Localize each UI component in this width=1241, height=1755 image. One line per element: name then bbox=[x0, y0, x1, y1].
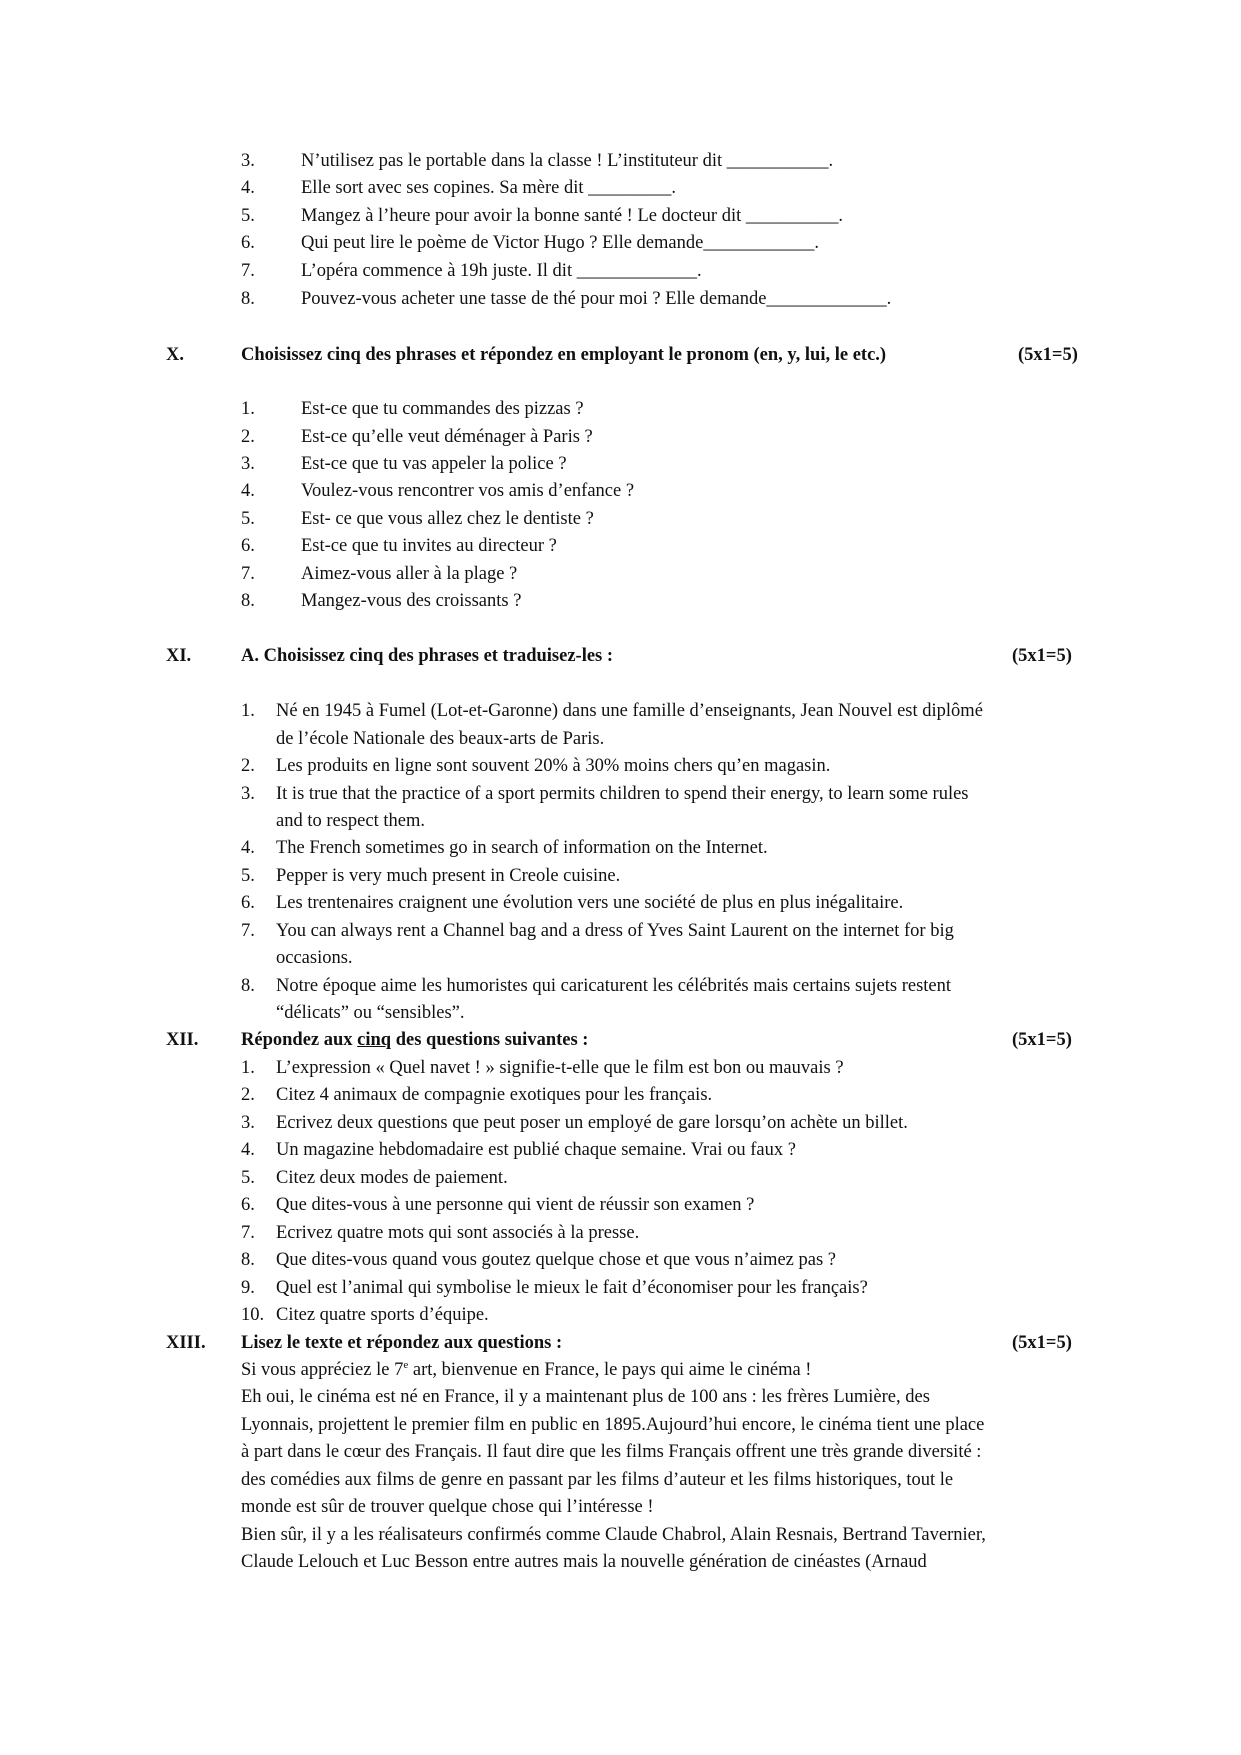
item-number: 4. bbox=[241, 838, 255, 858]
title-underlined-word: cinq bbox=[357, 1030, 392, 1050]
item-number: 4. bbox=[241, 178, 255, 198]
item-number: 10. bbox=[241, 1305, 265, 1325]
list-item: L’expression « Quel navet ! » signifie-t-elle que le film est bon ou mauvais ? bbox=[276, 1058, 844, 1078]
item-number: 4. bbox=[241, 1140, 255, 1160]
list-item: Ecrivez deux questions que peut poser un employé de gare lorsqu’on achète un billet. bbox=[276, 1113, 908, 1133]
list-item: Voulez-vous rencontrer vos amis d’enfance ? bbox=[301, 481, 635, 501]
item-number: 7. bbox=[241, 564, 255, 584]
section-title bbox=[241, 1029, 588, 1051]
title-part: Répondez aux bbox=[241, 1030, 358, 1050]
list-item: Né en 1945 à Fumel (Lot-et-Garonne) dans une famille d’enseignants, Jean Nouvel est diplômé bbox=[276, 701, 983, 721]
item-number: 3. bbox=[241, 1113, 255, 1133]
item-number: 1. bbox=[241, 701, 255, 721]
list-item: Est-ce que tu vas appeler la police ? bbox=[301, 454, 567, 474]
list-item: Est- ce que vous allez chez le dentiste ? bbox=[301, 509, 594, 529]
item-number: 6. bbox=[241, 1195, 255, 1215]
list-item: Est-ce qu’elle veut déménager à Paris ? bbox=[301, 427, 593, 447]
section-number: XIII. bbox=[166, 1333, 206, 1353]
list-item: Elle sort avec ses copines. Sa mère dit _________. bbox=[301, 178, 677, 198]
section-title: Lisez le texte et répondez aux questions : bbox=[241, 1333, 563, 1353]
section-marks: (5x1=5) bbox=[1012, 1333, 1072, 1353]
section-title: Choisissez cinq des phrases et répondez en employant le pronom (en, y, lui, le etc.) bbox=[241, 345, 887, 365]
list-item: Mangez à l’heure pour avoir la bonne santé ! Le docteur dit __________. bbox=[301, 206, 843, 226]
list-item: Un magazine hebdomadaire est publié chaque semaine. Vrai ou faux ? bbox=[276, 1140, 796, 1160]
reading-text-line: des comédies aux films de genre en passant par les films d’auteur et les films historiques, tout le bbox=[241, 1470, 954, 1490]
item-number: 7. bbox=[241, 261, 255, 281]
list-item: Que dites-vous à une personne qui vient de réussir son examen ? bbox=[276, 1195, 755, 1215]
item-number: 5. bbox=[241, 206, 255, 226]
item-number: 7. bbox=[241, 1223, 255, 1243]
item-number: 1. bbox=[241, 1058, 255, 1078]
section-number: X. bbox=[166, 345, 184, 365]
item-number: 9. bbox=[241, 1278, 255, 1298]
list-item: N’utilisez pas le portable dans la classe ! L’instituteur dit ___________. bbox=[301, 151, 834, 171]
text-part: art, bienvenue en France, le pays qui aime le cinéma ! bbox=[408, 1360, 812, 1380]
item-number: 3. bbox=[241, 454, 255, 474]
list-item: Les trentenaires craignent une évolution vers une société de plus en plus inégalitaire. bbox=[276, 893, 904, 913]
reading-text-line: à part dans le cœur des Français. Il faut dire que les films Français offrent une très grande diversité : bbox=[241, 1442, 982, 1462]
section-title: A. Choisissez cinq des phrases et traduisez-les : bbox=[241, 646, 614, 666]
section-number: XI. bbox=[166, 646, 192, 666]
item-number: 5. bbox=[241, 509, 255, 529]
list-item-continuation: and to respect them. bbox=[276, 811, 425, 831]
text-part: Si vous appréciez le 7 bbox=[241, 1360, 404, 1380]
reading-text-line: Claude Lelouch et Luc Besson entre autres mais la nouvelle génération de cinéastes (Arnaud bbox=[241, 1552, 927, 1572]
list-item: Citez 4 animaux de compagnie exotiques pour les français. bbox=[276, 1085, 713, 1105]
list-item: Mangez-vous des croissants ? bbox=[301, 591, 522, 611]
list-item: It is true that the practice of a sport permits children to spend their energy, to learn some rules bbox=[276, 784, 969, 804]
list-item: Qui peut lire le poème de Victor Hugo ? Elle demande____________. bbox=[301, 233, 819, 253]
list-item: Citez deux modes de paiement. bbox=[276, 1168, 508, 1188]
item-number: 8. bbox=[241, 591, 255, 611]
item-number: 1. bbox=[241, 399, 255, 419]
item-number: 2. bbox=[241, 1085, 255, 1105]
item-number: 6. bbox=[241, 233, 255, 253]
reading-text-line: Eh oui, le cinéma est né en France, il y a maintenant plus de 100 ans : les frères Lumière, des bbox=[241, 1387, 930, 1407]
item-number: 4. bbox=[241, 481, 255, 501]
list-item: You can always rent a Channel bag and a dress of Yves Saint Laurent on the internet for big bbox=[276, 921, 954, 941]
item-number: 3. bbox=[241, 784, 255, 804]
item-number: 2. bbox=[241, 756, 255, 776]
section-marks: (5x1=5) bbox=[1012, 646, 1072, 666]
item-number: 8. bbox=[241, 976, 255, 996]
list-item: Est-ce que tu commandes des pizzas ? bbox=[301, 399, 584, 419]
list-item: The French sometimes go in search of information on the Internet. bbox=[276, 838, 768, 858]
section-marks: (5x1=5) bbox=[1018, 345, 1078, 365]
list-item-continuation: “délicats” ou “sensibles”. bbox=[276, 1003, 465, 1023]
list-item: Est-ce que tu invites au directeur ? bbox=[301, 536, 557, 556]
section-number: XII. bbox=[166, 1030, 199, 1050]
list-item: Ecrivez quatre mots qui sont associés à la presse. bbox=[276, 1223, 640, 1243]
list-item: Que dites-vous quand vous goutez quelque chose et que vous n’aimez pas ? bbox=[276, 1250, 836, 1270]
list-item: Pepper is very much present in Creole cuisine. bbox=[276, 866, 621, 886]
item-number: 8. bbox=[241, 1250, 255, 1270]
list-item: Quel est l’animal qui symbolise le mieux le fait d’économiser pour les français? bbox=[276, 1278, 868, 1298]
item-number: 6. bbox=[241, 536, 255, 556]
list-item: Citez quatre sports d’équipe. bbox=[276, 1305, 489, 1325]
reading-text-line: Lyonnais, projettent le premier film en public en 1895.Aujourd’hui encore, le cinéma tient une place bbox=[241, 1415, 985, 1435]
item-number: 5. bbox=[241, 866, 255, 886]
item-number: 7. bbox=[241, 921, 255, 941]
reading-text-line: Bien sûr, il y a les réalisateurs confirmés comme Claude Chabrol, Alain Resnais, Bertrand Tavernier, bbox=[241, 1525, 986, 1545]
title-part: des questions suivantes : bbox=[391, 1030, 589, 1050]
superscript: e bbox=[403, 1358, 409, 1371]
reading-text-line bbox=[241, 1359, 811, 1381]
section-marks: (5x1=5) bbox=[1012, 1030, 1072, 1050]
list-item: L’opéra commence à 19h juste. Il dit _____________. bbox=[301, 261, 702, 281]
item-number: 2. bbox=[241, 427, 255, 447]
item-number: 3. bbox=[241, 151, 255, 171]
list-item: Pouvez-vous acheter une tasse de thé pour moi ? Elle demande_____________. bbox=[301, 289, 892, 309]
item-number: 8. bbox=[241, 289, 255, 309]
reading-text-line: monde est sûr de trouver quelque chose qui l’intéresse ! bbox=[241, 1497, 654, 1517]
item-number: 5. bbox=[241, 1168, 255, 1188]
list-item-continuation: de l’école Nationale des beaux-arts de Paris. bbox=[276, 729, 605, 749]
list-item-continuation: occasions. bbox=[276, 948, 353, 968]
list-item: Notre époque aime les humoristes qui caricaturent les célébrités mais certains sujets restent bbox=[276, 976, 952, 996]
item-number: 6. bbox=[241, 893, 255, 913]
list-item: Aimez-vous aller à la plage ? bbox=[301, 564, 518, 584]
list-item: Les produits en ligne sont souvent 20% à 30% moins chers qu’en magasin. bbox=[276, 756, 831, 776]
